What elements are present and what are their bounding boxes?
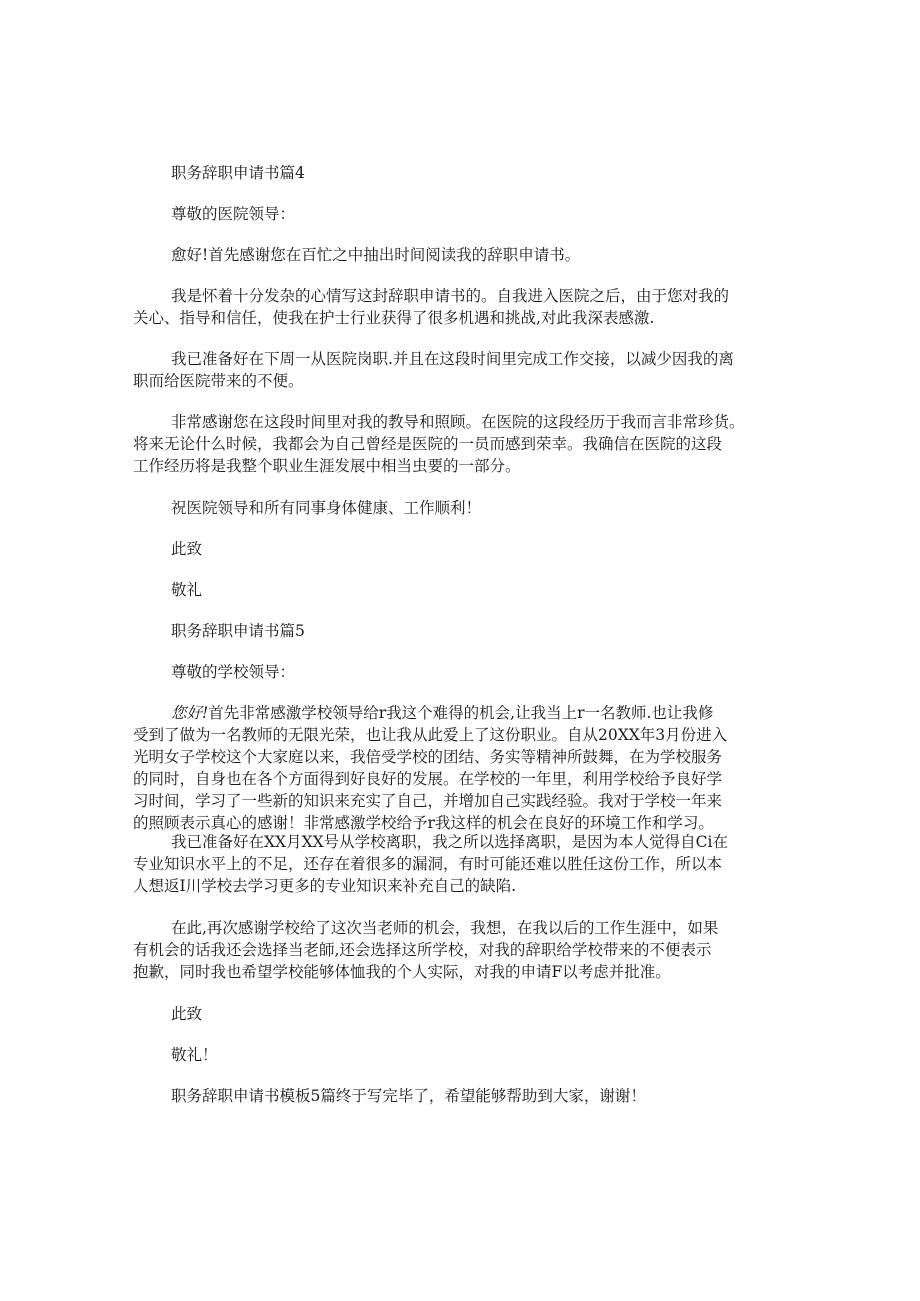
closing-jingli-4: 敬礼	[171, 581, 203, 599]
paragraph-line: 工作经历将是我整个职业生涯发展中相当虫要的一部分。	[133, 457, 521, 475]
paragraph-line	[133, 702, 785, 724]
paragraph-4-3	[133, 348, 785, 392]
paragraph-5-3	[133, 917, 785, 983]
paragraph-line: 我已准备好在下周一从医院岗职.并且在这段时间里完成工作交接，以减少因我的离	[171, 350, 734, 368]
salutation-hospital: 尊敬的医院领导：	[171, 205, 296, 223]
paragraph-line: 受到了做为一名教师的无限光荣，也让我从此爱上了这份职业。自从20XX年3月份进入	[133, 726, 728, 744]
paragraph-line: 习时间，学习了一些新的知识来充实了自己，并增加自己实践经验。我对于学校一年来	[133, 792, 723, 810]
paragraph-line: 的同时，自身也在各个方面得到好良好的发展。在学校的一年里，利用学校给予良好学	[133, 770, 723, 788]
paragraph-line: 人想返I川学校去学习更多的专业知识来补充自己的缺陷.	[133, 877, 517, 895]
salutation-school: 尊敬的学校领导：	[171, 663, 296, 681]
paragraph-line: 专业知识水平上的不足，还存在着很多的漏洞，有时可能还难以胜任这份工作，所以本	[133, 855, 723, 873]
paragraph-line: 光明女子学校这个大家庭以来，我倍受学校的团结、务实等精神所鼓舞，在为学校服务	[133, 748, 723, 766]
closing-cizhi-4: 此致	[171, 540, 203, 558]
paragraph-5-2	[133, 831, 785, 897]
paragraph-5-1	[133, 702, 785, 834]
paragraph-line: 有机会的话我还会选择当老師,还会选择这所学校，对我的辞职给学校带来的不便表示	[133, 941, 712, 959]
paragraph-line-rest: 首先非常感激学校领导给r我这个难得的机会,让我当上r一名教师.也让我修	[208, 704, 714, 722]
paragraph-line: 我已准备好在XX月XX号从学校离职，我之所以选择离职，是因为本人觉得自Ci在	[171, 833, 728, 851]
paragraph-line: 我是怀着十分发杂的心情写这封辞职申请书的。自我进入医院之后，由于您对我的	[171, 287, 730, 305]
paragraph-4-4	[133, 411, 785, 477]
closing-jingli-5: 敬礼！	[171, 1046, 218, 1064]
footer-note: 职务辞职申请书模板5篇终于写完毕了，希望能够帮助到大家，谢谢！	[171, 1087, 646, 1105]
paragraph-line: 非常感谢您在这段时间里对我的教导和照顾。在医院的这段经历于我而言非常珍货。	[171, 413, 745, 431]
paragraph-4-2	[133, 285, 785, 329]
paragraph-line: 关心、指导和信任，使我在护士行业获得了很多机遇和挑战,对此我深表感激.	[133, 309, 655, 327]
paragraph-line: 将来无论什么时候，我都会为自己曾经是医院的一员而感到荣幸。我确信在医院的这段	[133, 435, 723, 453]
greeting-paragraph-4: 愈好!首先感谢您在百忙之中抽出时间阅读我的辞职申请书。	[171, 246, 581, 264]
wishes-paragraph-4: 祝医院领导和所有同事身体健康、工作顺利！	[171, 499, 482, 517]
section-title-4: 职务辞职申请书篇4	[171, 164, 305, 182]
closing-cizhi-5: 此致	[171, 1005, 203, 1023]
section-title-5: 职务辞职申请书篇5	[171, 622, 305, 640]
paragraph-line: 在此,再次感谢学校给了这次当老师的机会，我想，在我以后的工作生涯中，如果	[171, 919, 719, 937]
paragraph-line: 抱歉，同时我也希望学校能够体恤我的个人实际，对我的申请F以考虑并批准。	[133, 963, 671, 981]
greeting-italic: 您好!	[171, 704, 209, 722]
paragraph-line: 的照顾表示真心的感谢！非常感激学校给予r我这样的机会在良好的环境工作和学习。	[133, 814, 714, 832]
paragraph-line: 职而给医院带来的不便。	[133, 372, 304, 390]
